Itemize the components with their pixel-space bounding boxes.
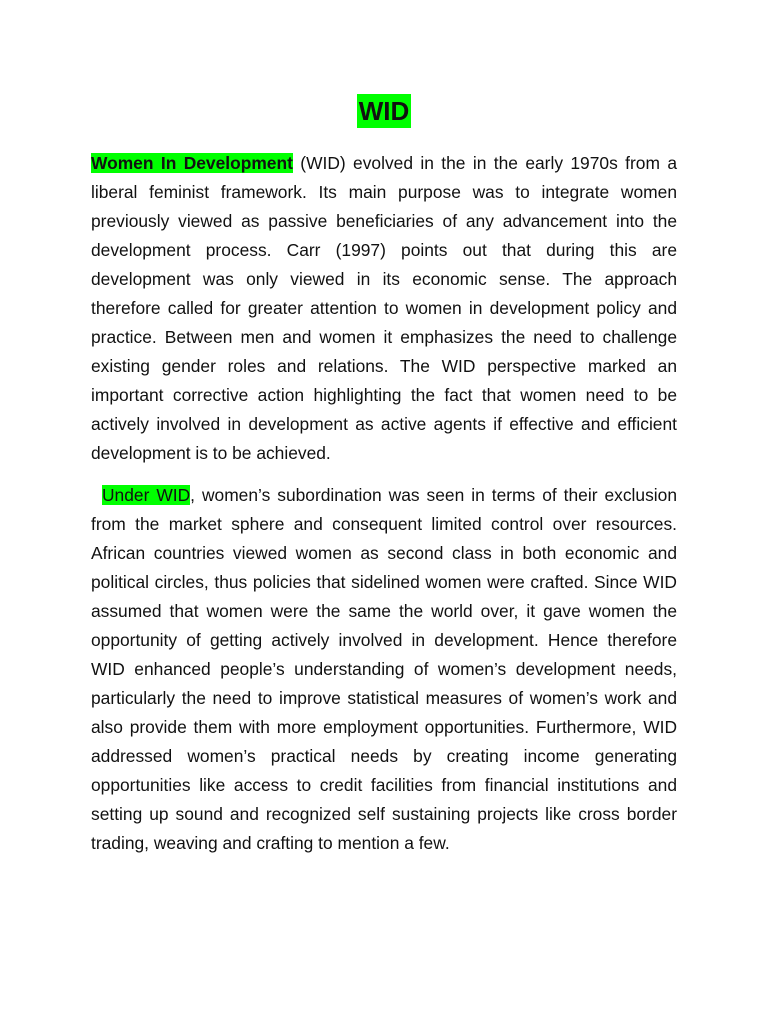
title-container bbox=[0, 94, 768, 128]
paragraph-women-in-development bbox=[91, 149, 677, 468]
highlighted-term-under-wid: Under WID bbox=[102, 485, 191, 505]
paragraph-1-text: (WID) evolved in the in the early 1970s from a liberal feminist framework. Its main purpose was to integrate women previously viewed as passive beneficiaries of any advancement into the development process. Carr (1997) points out that during this are development was only viewed in its economic sense. The approach therefore called for greater attention to women in development policy and practice. Between men and women it emphasizes the need to challenge existing gender roles and relations. The WID perspective marked an important corrective action highlighting the fact that women need to be actively involved in development as active agents if effective and efficient development is to be achieved. bbox=[91, 153, 677, 463]
paragraph-under-wid bbox=[91, 481, 677, 858]
paragraph-2-text: , women’s subordination was seen in terms of their exclusion from the market sphere and consequent limited control over resources. African countries viewed women as second class in both economic and political circles, thus policies that sidelined women were crafted. Since WID assumed that women were the same the world over, it gave women the opportunity of getting actively involved in development. Hence therefore WID enhanced people’s understanding of women’s development needs, particularly the need to improve statistical measures of women’s work and also provide them with more employment opportunities. Furthermore, WID addressed women’s practical needs by creating income generating opportunities like access to credit facilities from financial institutions and setting up sound and recognized self sustaining projects like cross border trading, weaving and crafting to mention a few. bbox=[91, 485, 677, 853]
document-title: WID bbox=[358, 96, 410, 126]
highlighted-term-women-in-development: Women In Development bbox=[91, 153, 293, 173]
